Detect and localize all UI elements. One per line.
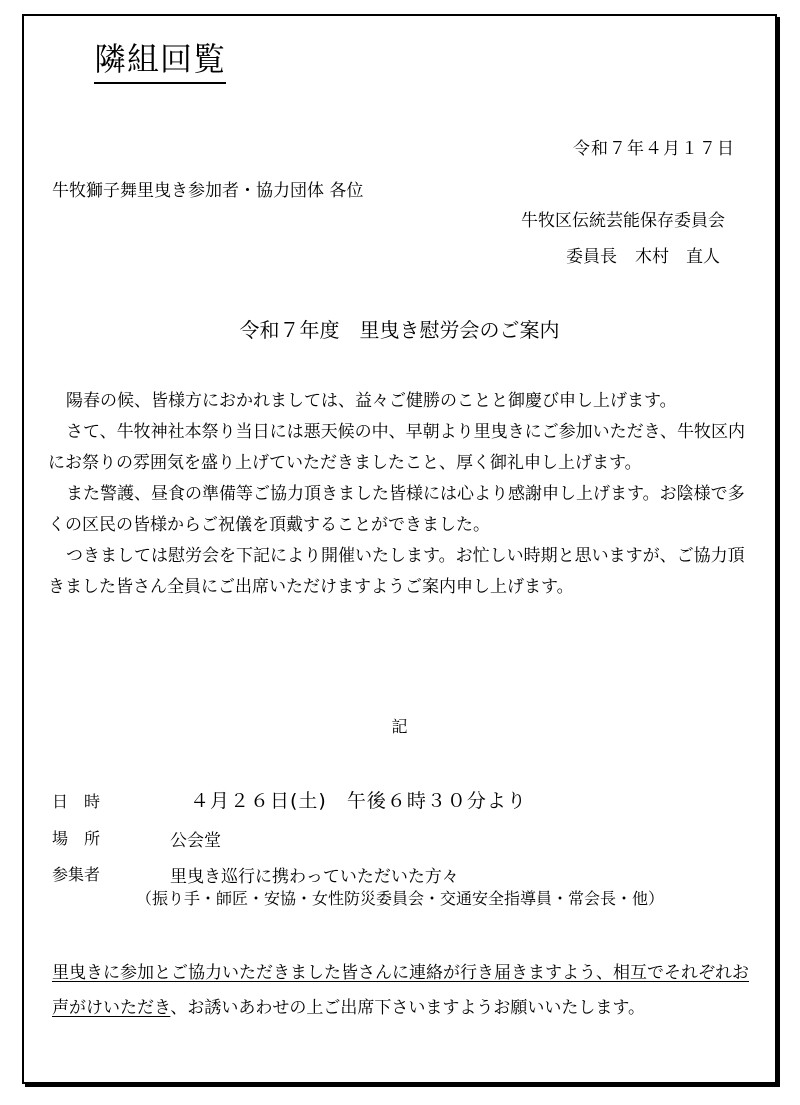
date-value: ４月２６日(土) 午後６時３０分より xyxy=(190,790,527,812)
sender-signature xyxy=(566,242,720,267)
sender-name: 木村 直人 xyxy=(635,247,720,267)
closing-paragraph xyxy=(52,956,752,1026)
body-paragraph-thanks: さて、牛牧神社本祭り当日には悪天候の中、早朝より里曳きにご参加いただき、牛牧区内にお祭りの雰囲気を盛り上げていただきましたこと、厚く御礼申し上げます。 xyxy=(48,422,745,473)
sender-organization: 牛牧区伝統芸能保存委員会 xyxy=(521,211,725,231)
notice-title: 令和７年度 里曳き慰労会のご案内 xyxy=(239,318,560,342)
body-paragraph-support: また警護、昼食の準備等ご協力頂きました皆様には心より感謝申し上げます。お陰様で多くの区民の皆様からご祝儀を頂戴することができました。 xyxy=(48,484,745,535)
attendees-note: （振り手・師匠・安協・女性防災委員会・交通安全指導員・常会長・他） xyxy=(136,889,665,908)
ki-marker: 記 xyxy=(391,717,408,736)
sender-role: 委員長 xyxy=(566,247,617,267)
closing-rest-text: 、お誘いあわせの上ご出席下さいますようお願いいたします。 xyxy=(170,998,645,1018)
issue-date: 令和７年４月１７日 xyxy=(573,139,735,159)
document-frame xyxy=(22,14,777,1084)
attendees-label: 参集者 xyxy=(52,865,101,884)
circular-heading: 隣組回覧 xyxy=(94,34,226,84)
body-paragraph-greeting: 陽春の候、皆様方におかれましては、益々ご健勝のことと御慶び申し上げます。 xyxy=(66,391,677,411)
place-value: 公会堂 xyxy=(170,831,221,851)
place-label: 場 所 xyxy=(52,829,101,848)
attendees-value: 里曳き巡行に携わっていただいた方々 xyxy=(170,867,459,887)
notice-body xyxy=(48,386,758,603)
body-paragraph-invitation: つきましては慰労会を下記により開催いたします。お忙しい時期と思いますが、ご協力頂きました皆さん全員にご出席いただけますようご案内申し上げます。 xyxy=(48,546,745,597)
closing-underlined-text: 里曳きに参加とご協力いただきました皆さんに連絡が行き届きますよう、相互でそれぞれお声がけいただき xyxy=(52,963,749,1018)
date-label: 日 時 xyxy=(52,792,101,811)
addressee: 牛牧獅子舞里曳き参加者・協力団体 各位 xyxy=(52,181,364,201)
